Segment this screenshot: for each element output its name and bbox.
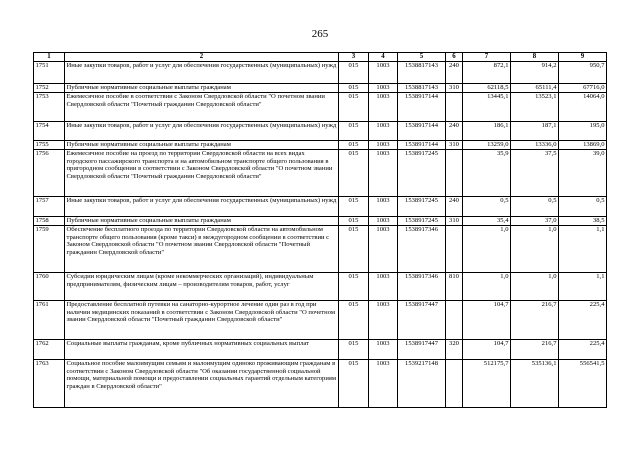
amount-col-7: 1,0 (463, 226, 511, 273)
row-description: Субсидии юридическим лицам (кроме некоммерческих организаций), индивидуальным предпринимателям, физическим лицам – производителям товаров, работ, услуг (65, 273, 339, 301)
expense-type-code: 320 (446, 340, 463, 360)
row-description: Предоставление бесплатной путевки на санаторно-курортное лечение один раз в год при наличии медицинских показаний в соответствии с Законом Свердловской области "О почетном звании Свердловской области "Почетный гражданин Свердловской области" (65, 301, 339, 340)
amount-col-8: 187,1 (511, 122, 559, 141)
row-description: Социальные выплаты гражданам, кроме публичных нормативных социальных выплат (65, 340, 339, 360)
row-description: Иные закупки товаров, работ и услуг для обеспечения государственных (муниципальных) нужд (65, 197, 339, 217)
ministry-code: 015 (339, 301, 369, 340)
amount-col-9: 225,4 (559, 301, 607, 340)
target-article-code: 1538817143 (398, 84, 446, 93)
table-row (34, 360, 607, 408)
target-article-code: 1538917144 (398, 93, 446, 122)
row-description: Публичные нормативные социальные выплаты гражданам (65, 84, 339, 93)
amount-col-8: 13336,0 (511, 141, 559, 150)
header-cell: 1 (34, 53, 65, 62)
amount-col-9: 13869,0 (559, 141, 607, 150)
table-row (34, 197, 607, 217)
ministry-code: 015 (339, 150, 369, 197)
ministry-code: 015 (339, 93, 369, 122)
amount-col-9: 950,7 (559, 62, 607, 84)
amount-col-8: 216,7 (511, 340, 559, 360)
amount-col-9: 14064,0 (559, 93, 607, 122)
target-article-code: 1538917245 (398, 150, 446, 197)
section-code: 1003 (369, 122, 398, 141)
amount-col-7: 1,0 (463, 273, 511, 301)
amount-col-7: 104,7 (463, 340, 511, 360)
expense-type-code: 240 (446, 62, 463, 84)
row-description: Обеспечение бесплатного проезда по территории Свердловской области на автомобильном транспорте общего пользования (кроме такси) в междугородном сообщении в соответствии с Законом Свердловской области "О почетном звании Свердловской области "Почетный гражданин Свердловской области" (65, 226, 339, 273)
expense-type-code (446, 301, 463, 340)
amount-col-8: 1,0 (511, 226, 559, 273)
row-description: Ежемесячное пособие в соответствии с Законом Свердловской области "О почетном звании Свердловской области "Почетный гражданин Свердловской области" (65, 93, 339, 122)
section-code: 1003 (369, 197, 398, 217)
amount-col-8: 65111,4 (511, 84, 559, 93)
header-cell: 8 (511, 53, 559, 62)
section-code: 1003 (369, 62, 398, 84)
table-row (34, 93, 607, 122)
target-article-code: 1538917346 (398, 226, 446, 273)
row-number: 1759 (34, 226, 65, 273)
amount-col-9: 1,1 (559, 273, 607, 301)
table-row (34, 141, 607, 150)
amount-col-8: 1,0 (511, 273, 559, 301)
row-number: 1756 (34, 150, 65, 197)
amount-col-9: 0,5 (559, 197, 607, 217)
section-code: 1003 (369, 226, 398, 273)
section-code: 1003 (369, 84, 398, 93)
table-row (34, 150, 607, 197)
row-number: 1761 (34, 301, 65, 340)
ministry-code: 015 (339, 62, 369, 84)
table-row (34, 84, 607, 93)
table-row (34, 62, 607, 84)
row-number: 1752 (34, 84, 65, 93)
row-number: 1760 (34, 273, 65, 301)
expense-type-code: 240 (446, 122, 463, 141)
amount-col-7: 13259,0 (463, 141, 511, 150)
row-description: Социальное пособие малоимущим семьям и малоимущим одиноко проживающим гражданам в соответствии с Законом Свердловской области "Об оказании государственной социальной помощи, материальной помощи и предоставлении социальных гарантий отдельным категориям граждан в Свердловской области" (65, 360, 339, 408)
header-cell: 5 (398, 53, 446, 62)
ministry-code: 015 (339, 84, 369, 93)
expense-type-code (446, 150, 463, 197)
amount-col-7: 0,5 (463, 197, 511, 217)
row-number: 1754 (34, 122, 65, 141)
ministry-code: 015 (339, 226, 369, 273)
amount-col-8: 914,2 (511, 62, 559, 84)
amount-col-7: 62118,5 (463, 84, 511, 93)
amount-col-8: 37,5 (511, 150, 559, 197)
section-code: 1003 (369, 93, 398, 122)
amount-col-7: 104,7 (463, 301, 511, 340)
target-article-code: 1538917346 (398, 273, 446, 301)
amount-col-7: 13445,1 (463, 93, 511, 122)
expense-type-code (446, 226, 463, 273)
row-number: 1751 (34, 62, 65, 84)
amount-col-8: 37,0 (511, 217, 559, 226)
table-row (34, 340, 607, 360)
page-number: 265 (311, 28, 329, 40)
ministry-code: 015 (339, 197, 369, 217)
expense-type-code: 310 (446, 141, 463, 150)
amount-col-9: 556541,5 (559, 360, 607, 408)
row-number: 1755 (34, 141, 65, 150)
row-number: 1758 (34, 217, 65, 226)
row-number: 1762 (34, 340, 65, 360)
amount-col-8: 0,5 (511, 197, 559, 217)
amount-col-8: 13523,1 (511, 93, 559, 122)
amount-col-8: 535136,1 (511, 360, 559, 408)
table-row (34, 273, 607, 301)
amount-col-9: 1,1 (559, 226, 607, 273)
row-number: 1757 (34, 197, 65, 217)
table-row (34, 226, 607, 273)
amount-col-7: 186,1 (463, 122, 511, 141)
amount-col-7: 512175,7 (463, 360, 511, 408)
ministry-code: 015 (339, 122, 369, 141)
amount-col-7: 35,9 (463, 150, 511, 197)
amount-col-7: 35,4 (463, 217, 511, 226)
target-article-code: 1538817143 (398, 62, 446, 84)
ministry-code: 015 (339, 273, 369, 301)
target-article-code: 1538917245 (398, 197, 446, 217)
amount-col-8: 216,7 (511, 301, 559, 340)
table-row (34, 122, 607, 141)
target-article-code: 1538917144 (398, 122, 446, 141)
header-cell: 4 (369, 53, 398, 62)
amount-col-9: 39,0 (559, 150, 607, 197)
section-code: 1003 (369, 141, 398, 150)
target-article-code: 1539217148 (398, 360, 446, 408)
row-description: Публичные нормативные социальные выплаты гражданам (65, 141, 339, 150)
amount-col-9: 38,5 (559, 217, 607, 226)
ministry-code: 015 (339, 360, 369, 408)
amount-col-9: 67716,0 (559, 84, 607, 93)
budget-table (33, 52, 607, 408)
header-cell: 3 (339, 53, 369, 62)
row-description: Ежемесячное пособие на проезд по территории Свердловской области на всех видах городского пассажирского транспорта и на автомобильном транспорте общего пользования в пригородном сообщении в соответствии с Законом Свердловской области "О почетном звании Свердловской области "Почетный гражданин Свердловской области" (65, 150, 339, 197)
amount-col-9: 225,4 (559, 340, 607, 360)
target-article-code: 1538917245 (398, 217, 446, 226)
expense-type-code: 810 (446, 273, 463, 301)
expense-type-code: 240 (446, 197, 463, 217)
row-description: Иные закупки товаров, работ и услуг для обеспечения государственных (муниципальных) нужд (65, 122, 339, 141)
row-number: 1763 (34, 360, 65, 408)
row-description: Иные закупки товаров, работ и услуг для обеспечения государственных (муниципальных) нужд (65, 62, 339, 84)
expense-type-code: 310 (446, 217, 463, 226)
header-row (34, 53, 607, 62)
amount-col-7: 872,1 (463, 62, 511, 84)
section-code: 1003 (369, 273, 398, 301)
expense-type-code (446, 93, 463, 122)
section-code: 1003 (369, 217, 398, 226)
ministry-code: 015 (339, 217, 369, 226)
expense-type-code: 310 (446, 84, 463, 93)
header-cell: 6 (446, 53, 463, 62)
section-code: 1003 (369, 360, 398, 408)
row-description: Публичные нормативные социальные выплаты гражданам (65, 217, 339, 226)
section-code: 1003 (369, 301, 398, 340)
ministry-code: 015 (339, 340, 369, 360)
target-article-code: 1538917447 (398, 340, 446, 360)
row-number: 1753 (34, 93, 65, 122)
section-code: 1003 (369, 340, 398, 360)
table-row (34, 301, 607, 340)
table-row (34, 217, 607, 226)
header-cell: 9 (559, 53, 607, 62)
section-code: 1003 (369, 150, 398, 197)
target-article-code: 1538917144 (398, 141, 446, 150)
target-article-code: 1538917447 (398, 301, 446, 340)
header-cell: 2 (65, 53, 339, 62)
expense-type-code (446, 360, 463, 408)
header-cell: 7 (463, 53, 511, 62)
amount-col-9: 195,0 (559, 122, 607, 141)
ministry-code: 015 (339, 141, 369, 150)
